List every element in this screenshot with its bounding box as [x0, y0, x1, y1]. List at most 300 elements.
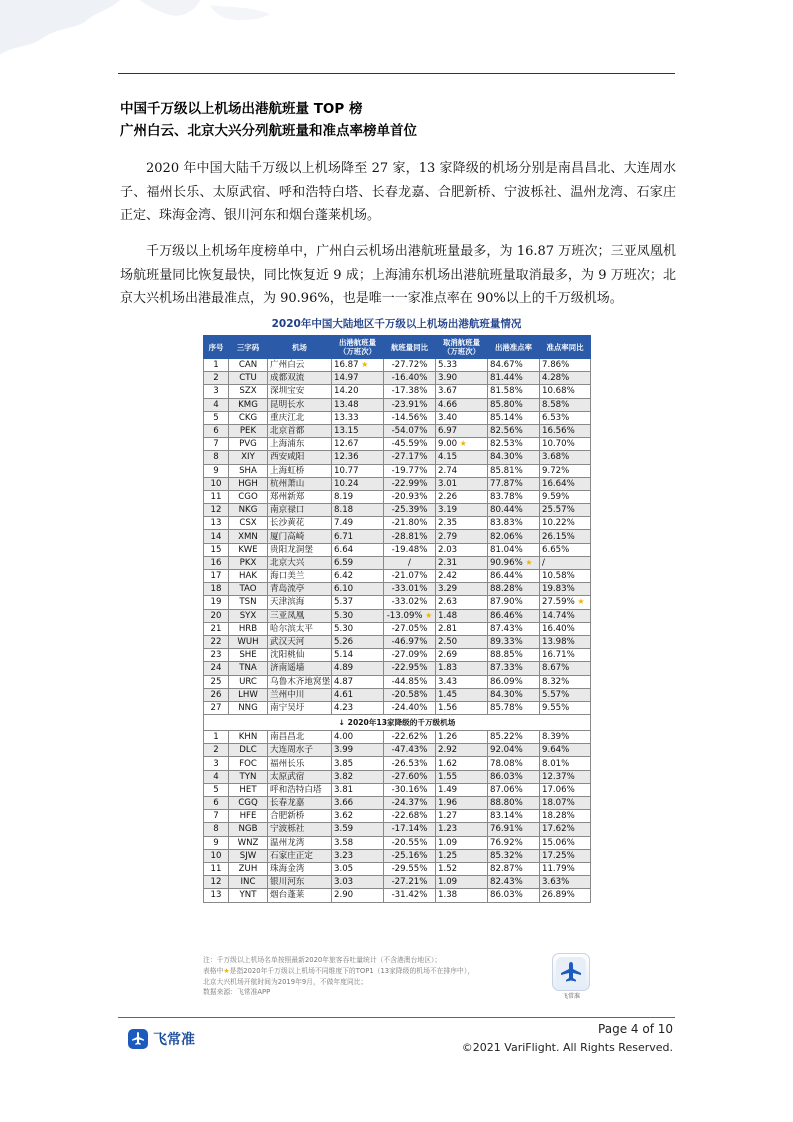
cell-ontime-yoy: 19.83% [540, 583, 591, 596]
cell-ontime-yoy: 17.62% [540, 823, 591, 836]
cell-airport: 兰州中川 [268, 688, 332, 701]
cell-ontime-yoy: 3.63% [540, 876, 591, 889]
cell-ontime: 82.06% [488, 530, 540, 543]
cell-ontime: 87.43% [488, 622, 540, 635]
cell-cancelled: 3.29 [436, 583, 488, 596]
cell-rank: 6 [204, 797, 229, 810]
table-row [204, 385, 591, 398]
cell-ontime: 83.83% [488, 517, 540, 530]
cell-departures: 4.89 [332, 662, 384, 675]
cell-ontime-yoy: 8.01% [540, 757, 591, 770]
cell-ontime-yoy: 3.68% [540, 451, 591, 464]
cell-departures: 3.03 [332, 876, 384, 889]
cell-cancelled: 2.31 [436, 556, 488, 569]
cell-yoy: -46.97% [384, 635, 436, 648]
footer-logo-text: 飞常准 [153, 1032, 195, 1048]
cell-iata: KHN [229, 731, 268, 744]
cell-departures: 3.59 [332, 823, 384, 836]
cell-yoy: -22.62% [384, 731, 436, 744]
table-row [204, 701, 591, 714]
cell-ontime-yoy: 13.98% [540, 635, 591, 648]
cell-ontime: 88.80% [488, 797, 540, 810]
airport-table-container [203, 315, 590, 903]
cell-yoy: -24.40% [384, 701, 436, 714]
cell-airport: 南京禄口 [268, 504, 332, 517]
table-row [204, 836, 591, 849]
cell-airport: 武汉天河 [268, 635, 332, 648]
cell-rank: 8 [204, 823, 229, 836]
note-line-1: 注：千万级以上机场名单按照最新2020年旅客吞吐量统计（不含港澳台地区）； [203, 956, 442, 964]
cell-cancelled: 2.79 [436, 530, 488, 543]
note-line-3: 北京大兴机场开航时间为2019年9月，不做年度同比； [203, 977, 368, 986]
cell-ontime-yoy: 11.79% [540, 862, 591, 875]
cell-yoy: -20.58% [384, 688, 436, 701]
cell-ontime: 88.28% [488, 583, 540, 596]
cell-airport: 珠海金湾 [268, 862, 332, 875]
table-row [204, 438, 591, 451]
cell-rank: 1 [204, 731, 229, 744]
cell-cancelled: 1.27 [436, 810, 488, 823]
table-row [204, 622, 591, 635]
cell-departures: 12.36 [332, 451, 384, 464]
heading-line-1: 中国千万级以上机场出港航班量 TOP 榜 [120, 101, 363, 117]
cell-iata: NNG [229, 701, 268, 714]
cell-rank: 3 [204, 757, 229, 770]
cell-cancelled: 2.63 [436, 596, 488, 609]
cell-airport: 北京大兴 [268, 556, 332, 569]
cell-cancelled: 5.33 [436, 359, 488, 372]
table-row [204, 451, 591, 464]
cell-departures: 5.26 [332, 635, 384, 648]
cell-departures: 5.14 [332, 649, 384, 662]
cell-rank: 11 [204, 862, 229, 875]
cell-iata: LHW [229, 688, 268, 701]
cell-airport: 杭州萧山 [268, 477, 332, 490]
cell-airport: 郑州新郑 [268, 490, 332, 503]
bottom-divider [118, 1017, 675, 1018]
table-row [204, 583, 591, 596]
cell-airport: 福州长乐 [268, 757, 332, 770]
table-row [204, 504, 591, 517]
cell-rank: 24 [204, 662, 229, 675]
cell-iata: FOC [229, 757, 268, 770]
cell-ontime: 83.78% [488, 490, 540, 503]
table-row [204, 675, 591, 688]
cell-yoy: -14.56% [384, 411, 436, 424]
cell-iata: KMG [229, 398, 268, 411]
cell-ontime-yoy: 16.56% [540, 424, 591, 437]
cell-rank: 5 [204, 783, 229, 796]
cell-cancelled: 1.38 [436, 889, 488, 902]
downgraded-separator: ↓ 2020年13家降级的千万级机场 [204, 715, 591, 731]
cell-rank: 9 [204, 836, 229, 849]
table-row [204, 477, 591, 490]
cell-iata: WUH [229, 635, 268, 648]
cell-departures: 6.42 [332, 570, 384, 583]
cell-cancelled: 4.66 [436, 398, 488, 411]
cell-rank: 27 [204, 701, 229, 714]
cell-cancelled: 3.19 [436, 504, 488, 517]
cell-rank: 1 [204, 359, 229, 372]
cell-yoy: -22.99% [384, 477, 436, 490]
table-row [204, 490, 591, 503]
cell-yoy: / [384, 556, 436, 569]
cell-ontime-yoy: 9.64% [540, 744, 591, 757]
cell-cancelled: 3.67 [436, 385, 488, 398]
table-row [204, 464, 591, 477]
cell-cancelled: 1.09 [436, 836, 488, 849]
cell-departures: 3.62 [332, 810, 384, 823]
cell-airport: 三亚凤凰 [268, 609, 332, 622]
cell-yoy: -21.07% [384, 570, 436, 583]
cell-departures: 3.81 [332, 783, 384, 796]
cell-cancelled: 1.96 [436, 797, 488, 810]
cell-rank: 4 [204, 398, 229, 411]
cell-airport: 青岛流亭 [268, 583, 332, 596]
table-row [204, 744, 591, 757]
cell-ontime: 87.33% [488, 662, 540, 675]
cell-iata: TYN [229, 770, 268, 783]
table-row [204, 810, 591, 823]
note-line-4: 数据来源：飞常准APP [203, 988, 271, 997]
copyright: ©2021 VariFlight. All Rights Reserved. [461, 1041, 673, 1054]
cell-iata: HET [229, 783, 268, 796]
cell-ontime: 84.30% [488, 451, 540, 464]
cell-rank: 12 [204, 876, 229, 889]
cell-ontime: 86.09% [488, 675, 540, 688]
cell-ontime-yoy: 16.71% [540, 649, 591, 662]
cell-yoy: -27.21% [384, 876, 436, 889]
table-row [204, 635, 591, 648]
cell-ontime: 85.78% [488, 701, 540, 714]
cell-yoy: -27.60% [384, 770, 436, 783]
cell-ontime: 76.91% [488, 823, 540, 836]
cell-ontime: 80.44% [488, 504, 540, 517]
cell-yoy: -44.85% [384, 675, 436, 688]
cell-yoy: -27.17% [384, 451, 436, 464]
cell-cancelled: 1.09 [436, 876, 488, 889]
page-number: Page 4 of 10 [598, 1022, 673, 1036]
cell-airport: 北京首都 [268, 424, 332, 437]
cell-rank: 18 [204, 583, 229, 596]
cell-ontime: 89.33% [488, 635, 540, 648]
cell-departures: 14.97 [332, 372, 384, 385]
cell-yoy: -20.93% [384, 490, 436, 503]
cell-ontime: 86.44% [488, 570, 540, 583]
cell-yoy: -30.16% [384, 783, 436, 796]
cell-airport: 广州白云 [268, 359, 332, 372]
cell-yoy: -31.42% [384, 889, 436, 902]
cell-yoy: -20.55% [384, 836, 436, 849]
cell-yoy: -23.91% [384, 398, 436, 411]
header-ontime: 出港准点率 [488, 336, 540, 359]
top-divider [118, 73, 675, 74]
cell-iata: DLC [229, 744, 268, 757]
cell-airport: 石家庄正定 [268, 849, 332, 862]
star-icon: ★ [574, 597, 585, 607]
cell-airport: 大连周水子 [268, 744, 332, 757]
cell-departures: 3.85 [332, 757, 384, 770]
cell-yoy: -28.81% [384, 530, 436, 543]
cell-rank: 17 [204, 570, 229, 583]
cell-departures: 6.59 [332, 556, 384, 569]
header-ontime-yoy: 准点率同比 [540, 336, 591, 359]
cell-departures: 2.90 [332, 889, 384, 902]
table-row [204, 688, 591, 701]
cell-ontime-yoy: 5.57% [540, 688, 591, 701]
table-header-row [204, 336, 591, 359]
cell-iata: PKX [229, 556, 268, 569]
cell-iata: SZX [229, 385, 268, 398]
cell-yoy: -45.59% [384, 438, 436, 451]
cell-airport: 哈尔滨太平 [268, 622, 332, 635]
cell-rank: 19 [204, 596, 229, 609]
cell-iata: TSN [229, 596, 268, 609]
cell-cancelled: 2.74 [436, 464, 488, 477]
cell-rank: 16 [204, 556, 229, 569]
cell-airport: 南宁吴圩 [268, 701, 332, 714]
table-row [204, 359, 591, 372]
cell-ontime: 92.04% [488, 744, 540, 757]
cell-cancelled: 1.55 [436, 770, 488, 783]
header-rank: 序号 [204, 336, 229, 359]
cell-airport: 厦门高崎 [268, 530, 332, 543]
cell-ontime: 85.80% [488, 398, 540, 411]
cell-rank: 10 [204, 849, 229, 862]
cell-cancelled: 3.40 [436, 411, 488, 424]
cell-ontime: 76.92% [488, 836, 540, 849]
table-row [204, 849, 591, 862]
footer-logo [128, 1027, 195, 1051]
cell-rank: 13 [204, 889, 229, 902]
cell-ontime-yoy: 8.32% [540, 675, 591, 688]
cell-ontime-yoy: 25.57% [540, 504, 591, 517]
cell-ontime: 84.30% [488, 688, 540, 701]
table-row [204, 556, 591, 569]
table-row [204, 596, 591, 609]
cell-cancelled: 2.42 [436, 570, 488, 583]
cell-ontime: 90.96% ★ [488, 556, 540, 569]
cell-iata: CAN [229, 359, 268, 372]
table-row [204, 757, 591, 770]
cell-rank: 26 [204, 688, 229, 701]
cell-ontime-yoy: 4.28% [540, 372, 591, 385]
cell-yoy: -19.48% [384, 543, 436, 556]
cell-departures: 13.48 [332, 398, 384, 411]
table-row [204, 543, 591, 556]
heading-line-2: 广州白云、北京大兴分列航班量和准点率榜单首位 [120, 123, 417, 139]
star-icon: ★ [522, 557, 533, 567]
cell-iata: SYX [229, 609, 268, 622]
table-row [204, 530, 591, 543]
cell-iata: YNT [229, 889, 268, 902]
cell-yoy: -26.53% [384, 757, 436, 770]
section-heading [120, 98, 417, 142]
cell-yoy: -47.43% [384, 744, 436, 757]
table-row [204, 517, 591, 530]
cell-iata: TNA [229, 662, 268, 675]
cell-departures: 10.24 [332, 477, 384, 490]
cell-ontime: 84.67% [488, 359, 540, 372]
cell-rank: 23 [204, 649, 229, 662]
cell-ontime-yoy: / [540, 556, 591, 569]
cell-iata: HAK [229, 570, 268, 583]
note-line-2: 表格中★是指2020年千万级以上机场不同维度下的TOP1（13家降级的机场不在排序中）， [203, 966, 475, 975]
star-icon: ★ [422, 610, 433, 620]
cell-rank: 11 [204, 490, 229, 503]
cell-ontime-yoy: 10.68% [540, 385, 591, 398]
cell-departures: 4.87 [332, 675, 384, 688]
variflight-logo-icon [128, 1029, 148, 1049]
cell-airport: 上海浦东 [268, 438, 332, 451]
airport-table [203, 335, 591, 903]
cell-ontime: 77.87% [488, 477, 540, 490]
cell-cancelled: 2.26 [436, 490, 488, 503]
cell-cancelled: 3.01 [436, 477, 488, 490]
cell-cancelled: 1.45 [436, 688, 488, 701]
cell-iata: URC [229, 675, 268, 688]
cell-yoy: -17.38% [384, 385, 436, 398]
cell-cancelled: 1.49 [436, 783, 488, 796]
cell-ontime-yoy: 14.74% [540, 609, 591, 622]
cell-iata: CTU [229, 372, 268, 385]
cell-departures: 16.87 ★ [332, 359, 384, 372]
cell-airport: 上海虹桥 [268, 464, 332, 477]
cell-airport: 乌鲁木齐地窝堡 [268, 675, 332, 688]
cell-yoy: -22.95% [384, 662, 436, 675]
cell-iata: HRB [229, 622, 268, 635]
cell-yoy: -27.05% [384, 622, 436, 635]
cell-rank: 5 [204, 411, 229, 424]
cell-cancelled: 2.03 [436, 543, 488, 556]
cell-ontime: 86.03% [488, 770, 540, 783]
star-icon: ★ [223, 966, 230, 975]
variflight-app-icon [552, 953, 590, 991]
cell-ontime: 85.81% [488, 464, 540, 477]
cell-airport: 南昌昌北 [268, 731, 332, 744]
cell-rank: 4 [204, 770, 229, 783]
cell-departures: 3.99 [332, 744, 384, 757]
cell-cancelled: 1.83 [436, 662, 488, 675]
cell-yoy: -21.80% [384, 517, 436, 530]
cell-rank: 6 [204, 424, 229, 437]
table-row [204, 662, 591, 675]
cell-cancelled: 3.43 [436, 675, 488, 688]
header-departures: 出港航班量（万班次） [332, 336, 384, 359]
table-row [204, 783, 591, 796]
cell-ontime: 85.32% [488, 849, 540, 862]
cell-departures: 13.15 [332, 424, 384, 437]
cell-ontime: 87.06% [488, 783, 540, 796]
cell-ontime-yoy: 27.59% ★ [540, 596, 591, 609]
cell-airport: 成都双流 [268, 372, 332, 385]
cell-yoy: -27.72% [384, 359, 436, 372]
cell-airport: 重庆江北 [268, 411, 332, 424]
cell-iata: HFE [229, 810, 268, 823]
star-icon: ★ [457, 439, 467, 449]
table-row [204, 649, 591, 662]
cell-ontime-yoy: 18.07% [540, 797, 591, 810]
cell-rank: 13 [204, 517, 229, 530]
cell-cancelled: 1.56 [436, 701, 488, 714]
cell-rank: 2 [204, 372, 229, 385]
cell-iata: CGO [229, 490, 268, 503]
cell-iata: PEK [229, 424, 268, 437]
cell-ontime: 88.85% [488, 649, 540, 662]
cell-ontime: 78.08% [488, 757, 540, 770]
cell-yoy: -25.16% [384, 849, 436, 862]
cell-iata: KWE [229, 543, 268, 556]
cell-departures: 5.37 [332, 596, 384, 609]
cell-airport: 沈阳桃仙 [268, 649, 332, 662]
cell-yoy: -13.09% ★ [384, 609, 436, 622]
cell-yoy: -19.77% [384, 464, 436, 477]
cell-airport: 宁波栎社 [268, 823, 332, 836]
cell-ontime-yoy: 6.65% [540, 543, 591, 556]
cell-iata: ZUH [229, 862, 268, 875]
table-row [204, 609, 591, 622]
cell-yoy: -17.14% [384, 823, 436, 836]
cell-airport: 长春龙嘉 [268, 797, 332, 810]
cell-yoy: -29.55% [384, 862, 436, 875]
cell-rank: 2 [204, 744, 229, 757]
cell-ontime-yoy: 17.06% [540, 783, 591, 796]
cell-cancelled: 2.69 [436, 649, 488, 662]
cell-ontime-yoy: 9.72% [540, 464, 591, 477]
table-row [204, 862, 591, 875]
cell-cancelled: 6.97 [436, 424, 488, 437]
cell-departures: 3.82 [332, 770, 384, 783]
table-row [204, 797, 591, 810]
header-iata: 三字码 [229, 336, 268, 359]
cell-iata: CSX [229, 517, 268, 530]
cell-iata: CGQ [229, 797, 268, 810]
app-label: 飞常准 [561, 993, 580, 1000]
cell-rank: 15 [204, 543, 229, 556]
cell-iata: NKG [229, 504, 268, 517]
cell-ontime-yoy: 8.67% [540, 662, 591, 675]
table-row [204, 424, 591, 437]
cell-ontime: 86.03% [488, 889, 540, 902]
cell-rank: 21 [204, 622, 229, 635]
cell-ontime: 82.43% [488, 876, 540, 889]
cell-cancelled: 1.52 [436, 862, 488, 875]
cell-cancelled: 1.23 [436, 823, 488, 836]
cell-cancelled: 4.15 [436, 451, 488, 464]
cell-airport: 温州龙湾 [268, 836, 332, 849]
cell-departures: 3.66 [332, 797, 384, 810]
table-title: 2020年中国大陆地区千万级以上机场出港航班量情况 [271, 318, 522, 330]
cell-airport: 呼和浩特白塔 [268, 783, 332, 796]
paragraph-2: 千万级以上机场年度榜单中，广州白云机场出港航班量最多，为 16.87 万班次；三亚凤凰机场航班量同比恢复最快，同比恢复近 9 成；上海浦东机场出港航班量取消最多，为 9 万班次；北京大兴机场出港最准点，为 90.96%，也是唯一一家准点率在 90%以上的千万级机场。 [120, 244, 676, 306]
cell-airport: 深圳宝安 [268, 385, 332, 398]
cell-ontime: 87.90% [488, 596, 540, 609]
cell-ontime: 81.58% [488, 385, 540, 398]
cell-ontime: 85.22% [488, 731, 540, 744]
cell-departures: 4.00 [332, 731, 384, 744]
cell-departures: 4.23 [332, 701, 384, 714]
cell-yoy: -25.39% [384, 504, 436, 517]
cell-rank: 3 [204, 385, 229, 398]
cell-ontime-yoy: 26.89% [540, 889, 591, 902]
cell-airport: 海口美兰 [268, 570, 332, 583]
cell-rank: 7 [204, 810, 229, 823]
cell-departures: 5.30 [332, 622, 384, 635]
cell-ontime-yoy: 17.25% [540, 849, 591, 862]
cell-iata: NGB [229, 823, 268, 836]
cell-cancelled: 2.50 [436, 635, 488, 648]
cell-ontime: 81.04% [488, 543, 540, 556]
